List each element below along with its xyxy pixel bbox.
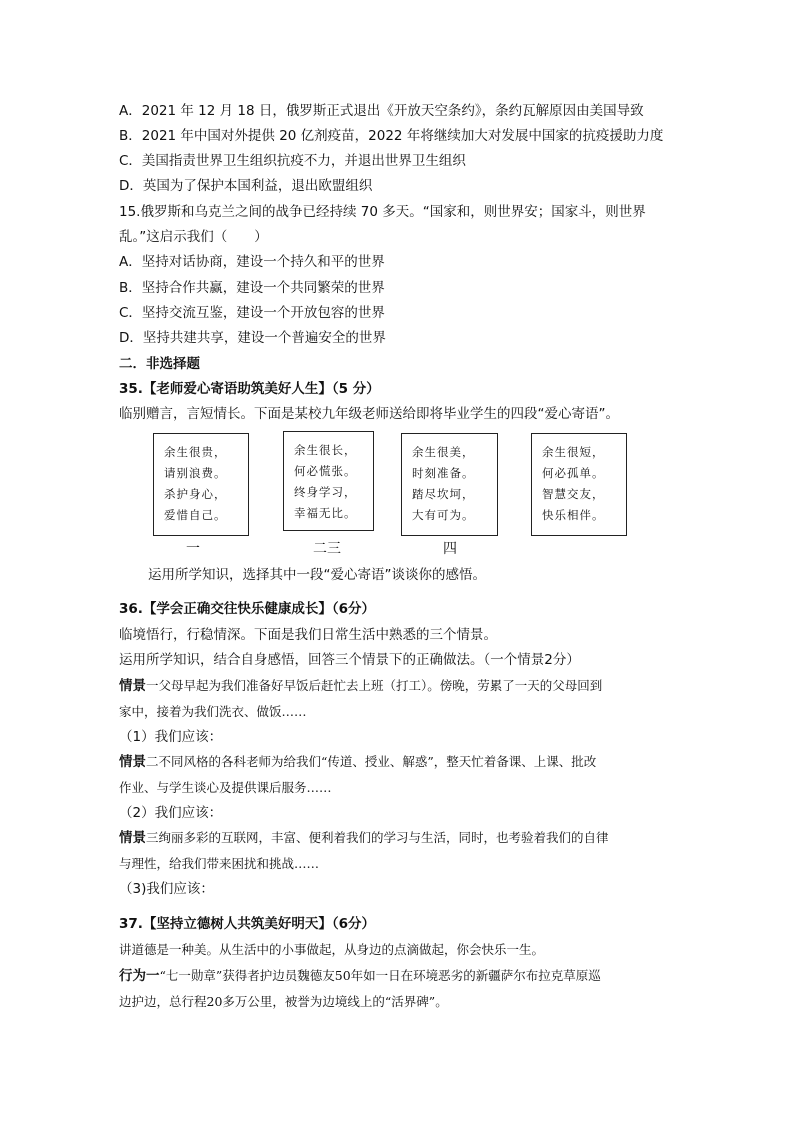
scenario1-line2: 家中，接着为我们洗衣、做饭…… [119, 704, 307, 719]
card1-line1: 余生很贵， [164, 445, 227, 459]
scenario1-text: 一父母早起为我们准备好早饭后赶忙去上班（打工）。傍晚，劳累了一天的父母回到 [146, 678, 603, 693]
q36-intro2: 运用所学知识，结合自身感悟，回答三个情景下的正确做法。（一个情景2分） [119, 652, 580, 668]
card-label-2-3: 二三 [313, 541, 341, 557]
card4-line2: 何必孤单。 [542, 466, 605, 480]
q14-option-b: B．2021 年中国对外提供 20 亿剂疫苗，2022 年将继续加大对发展中国家的抗疫援助力度 [119, 128, 664, 144]
message-card-4 [531, 433, 627, 536]
q15-stem-line1: 15.俄罗斯和乌克兰之间的战争已经持续 70 多天。“国家和，则世界安；国家斗，则世界 [119, 204, 646, 220]
card2-line1: 余生很长， [294, 443, 357, 457]
q35-title: 35.【老师爱心寄语助筑美好人生】（5 分） [119, 381, 380, 397]
scenario2-text: 二不同风格的各科老师为给我们“传道、授业、解惑”，整天忙着备课、上课、批改 [146, 754, 597, 769]
q15-option-c: C．坚持交流互鉴，建设一个开放包容的世界 [119, 305, 385, 321]
scenario3-line2: 与理性，给我们带来困扰和挑战…… [119, 856, 320, 871]
card2-line2: 何必慌张。 [294, 464, 357, 478]
card-label-4: 四 [443, 541, 457, 557]
scenario1-label: 情景 [119, 678, 146, 694]
q15-option-a: A．坚持对话协商，建设一个持久和平的世界 [119, 254, 385, 270]
card1-line2: 请别浪费。 [164, 466, 227, 480]
card4-line4: 快乐相伴。 [542, 508, 605, 522]
q36-title: 36.【学会正确交往快乐健康成长】（6分） [119, 601, 376, 617]
q37-intro: 讲道德是一种美。从生活中的小事做起，从身边的点滴做起，你会快乐一生。 [119, 942, 545, 957]
q35-task: 运用所学知识，选择其中一段“爱心寄语”谈谈你的感悟。 [148, 567, 486, 583]
card2-line4: 幸福无比。 [294, 506, 357, 520]
card3-line2: 时刻准备。 [412, 466, 475, 480]
card4-line1: 余生很短， [542, 445, 605, 459]
card4-line3: 智慧交友， [542, 487, 605, 501]
answer1-prompt: （1）我们应该： [119, 729, 223, 745]
q14-option-a: A．2021 年 12 月 18 日，俄罗斯正式退出《开放天空条约》，条约瓦解原因由美国导致 [119, 103, 644, 119]
scenario1-line1 [119, 677, 602, 695]
q15-stem-line2: 乱。”这启示我们（ ） [119, 229, 268, 245]
behavior1-text: “七一勋章”获得者护边员魏德友50年如一日在环境恶劣的新疆萨尔布拉克草原巡 [159, 968, 601, 983]
behavior1-label: 行为一 [119, 968, 160, 984]
q15-option-d: D．坚持共建共享，建设一个普遍安全的世界 [119, 330, 386, 346]
q14-option-c: C．美国指责世界卫生组织抗疫不力，并退出世界卫生组织 [119, 153, 466, 169]
message-card-2 [283, 431, 374, 531]
behavior1-line1 [119, 967, 601, 985]
card3-line3: 踏尽坎坷， [412, 487, 475, 501]
card3-line4: 大有可为。 [412, 508, 475, 522]
scenario2-line2: 作业、与学生谈心及提供课后服务…… [119, 780, 332, 795]
scenario3-line1 [119, 829, 609, 847]
scenario3-label: 情景 [119, 830, 146, 846]
q14-option-d: D．英国为了保护本国利益，退出欧盟组织 [119, 178, 373, 194]
card3-line1: 余生很美， [412, 445, 475, 459]
message-card-3 [401, 433, 498, 536]
scenario2-line1 [119, 753, 596, 771]
scenario3-text: 三绚丽多彩的互联网，丰富、便利着我们的学习与生活，同时，也考验着我们的自律 [146, 830, 609, 845]
q35-intro: 临别赠言，言短情长。下面是某校九年级老师送给即将毕业学生的四段“爱心寄语”。 [119, 406, 619, 422]
card1-line4: 爱惜自己。 [164, 508, 227, 522]
answer3-prompt: （3)我们应该： [119, 881, 214, 897]
q15-option-b: B．坚持合作共赢，建设一个共同繁荣的世界 [119, 280, 385, 296]
card1-line3: 杀护身心， [164, 487, 227, 501]
answer2-prompt: （2）我们应该： [119, 805, 223, 821]
card2-line3: 终身学习， [294, 485, 357, 499]
behavior1-line2: 边护边，总行程20多万公里，被誉为边境线上的“活界碑”。 [119, 994, 448, 1009]
card-label-1: 一 [186, 541, 200, 557]
section-title: 二．非选择题 [119, 356, 200, 372]
message-card-1 [153, 433, 249, 536]
scenario2-label: 情景 [119, 754, 146, 770]
q36-intro1: 临境悟行，行稳情深。下面是我们日常生活中熟悉的三个情景。 [119, 627, 497, 643]
q37-title: 37.【坚持立德树人共筑美好明天】（6分） [119, 916, 376, 932]
